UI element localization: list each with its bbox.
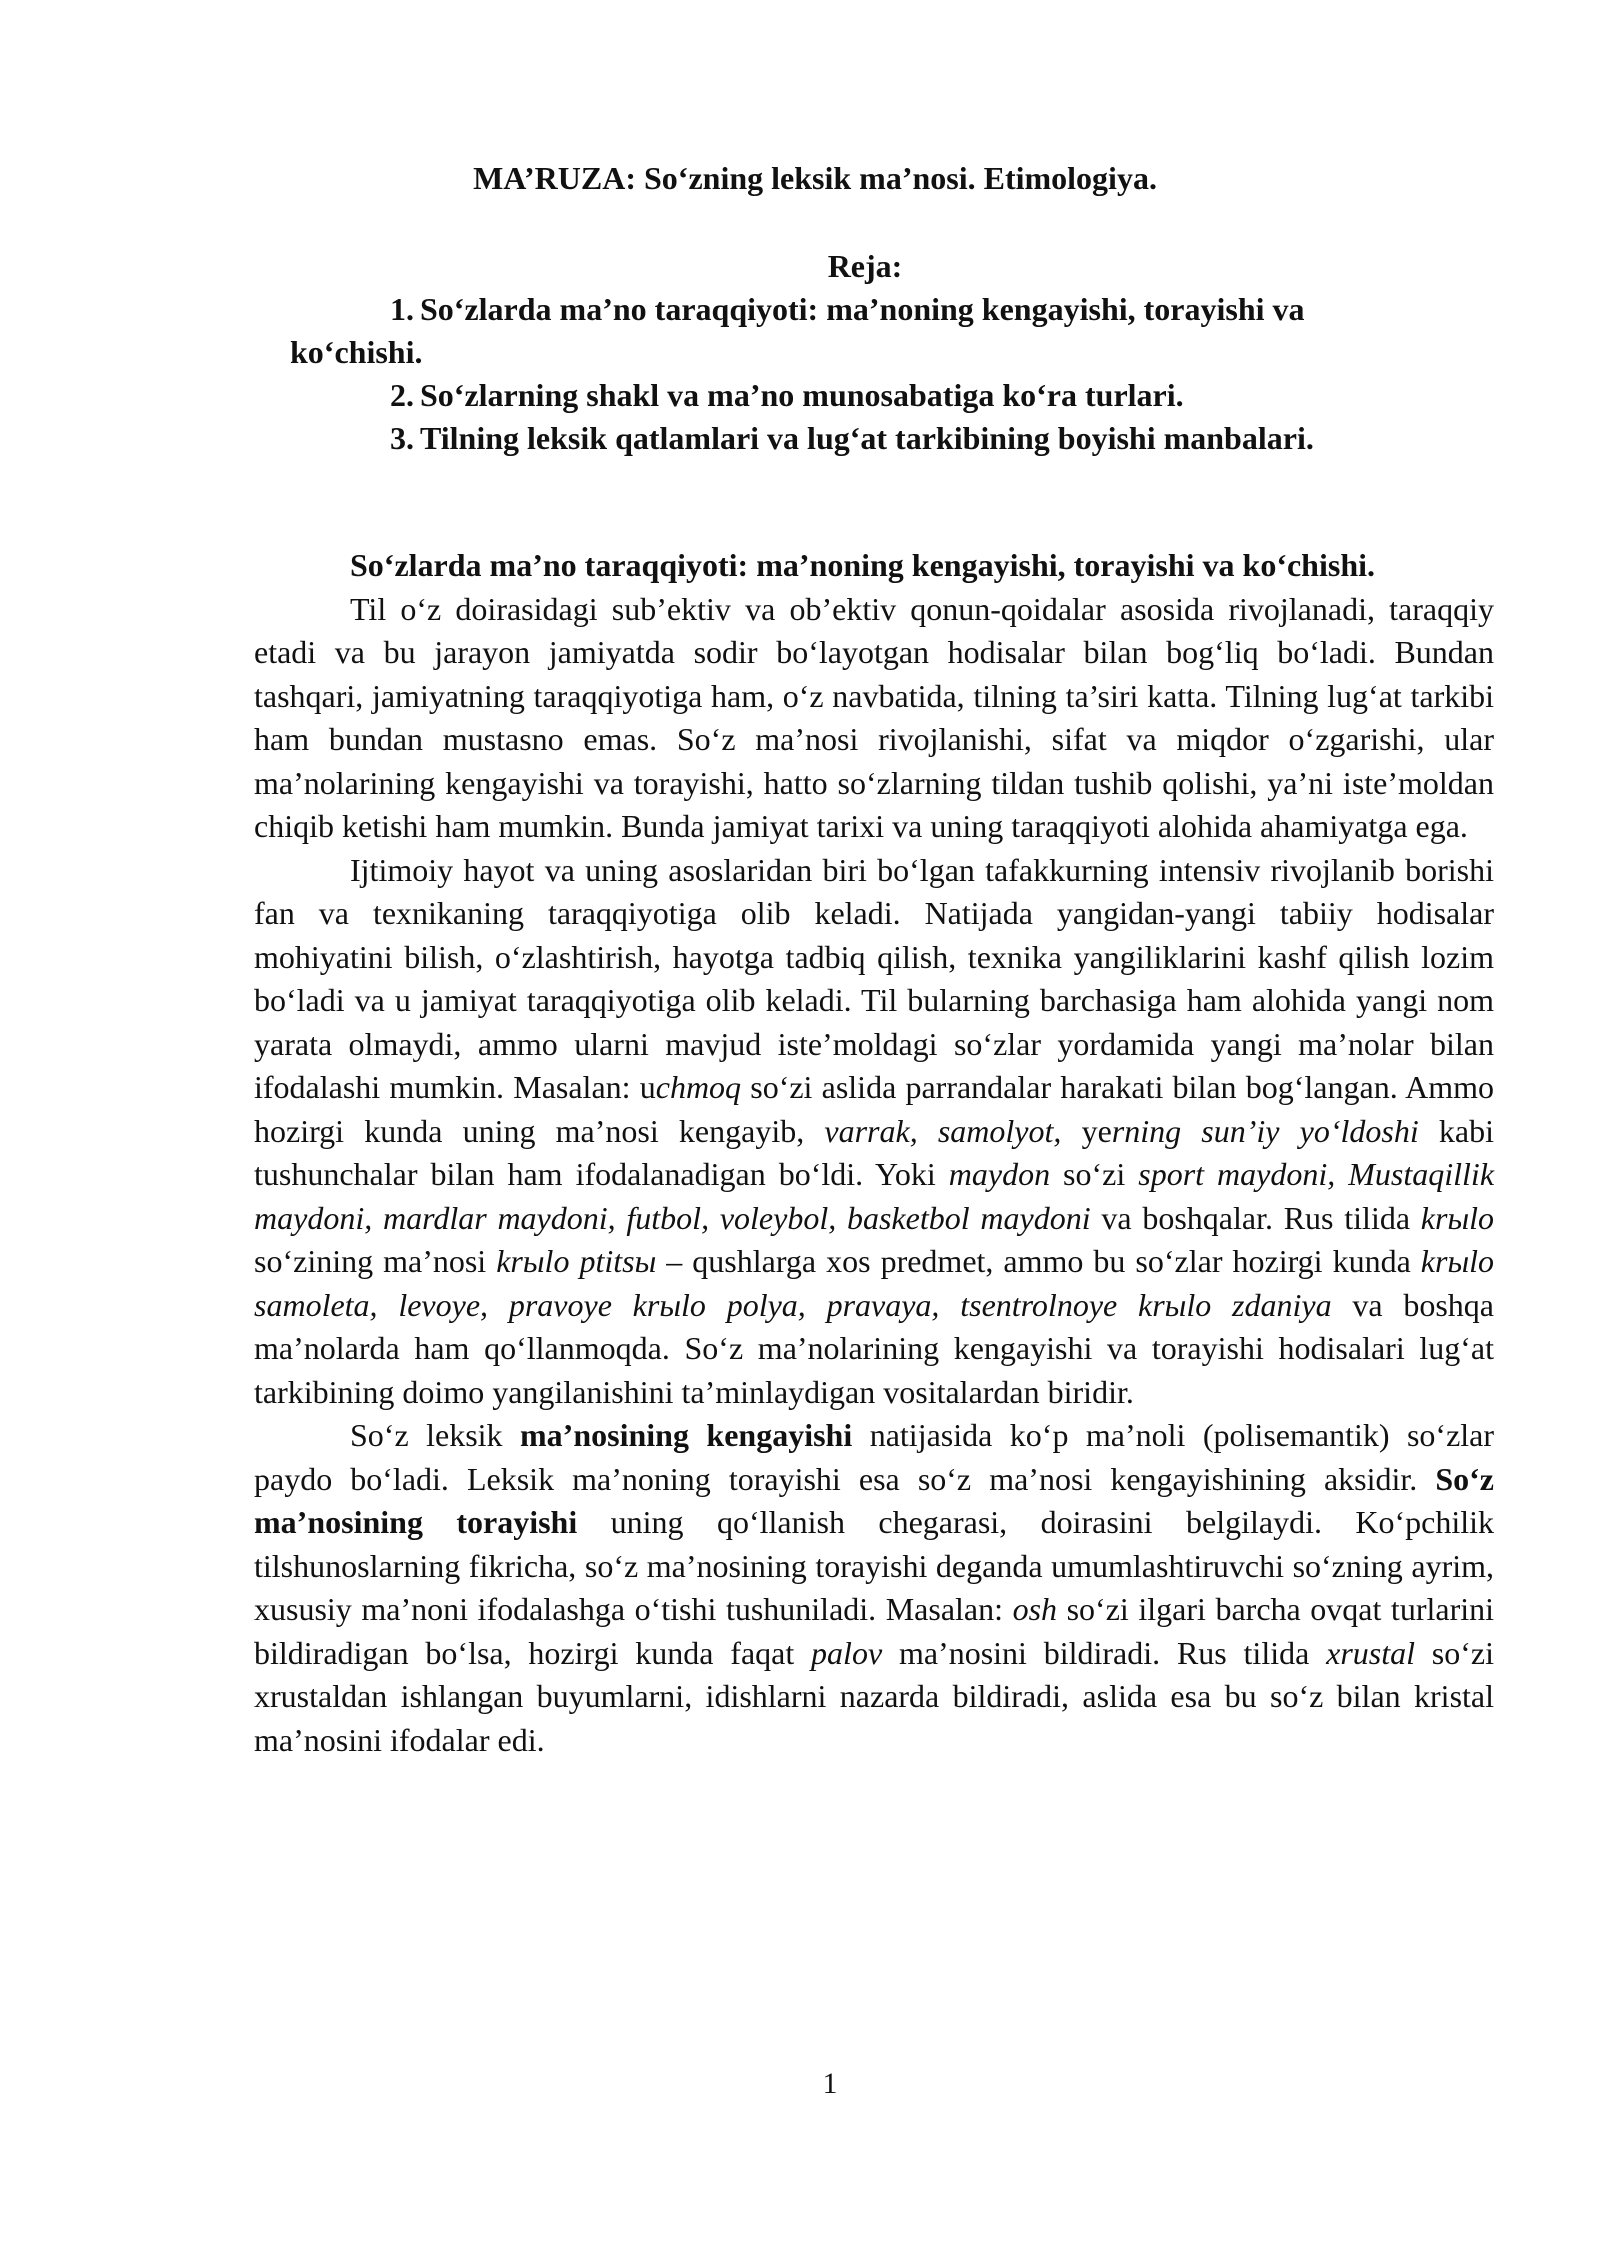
plan-item-text: So‘zlarda ma’no taraqqiyoti: ma’noning kengayishi, torayishi va [420,291,1305,327]
paragraph-text: so‘zi aslida parrandalar harakati bilan bog‘langan. Ammo hozirgi kunda uning ma’nosi kengayib, [254,1069,1495,1149]
lecture-title: MA’RUZA: So‘zning leksik ma’nosi. Etimologiya. [473,160,1157,196]
example-word: rning sun’iy yo‘ldoshi [1111,1112,1419,1149]
key-term: So‘z ma’nosining torayishi [254,1460,1494,1540]
paragraph-text: kabi tushunchalar bilan ham ifodalanadigan bo‘ldi. Yoki [254,1112,1495,1192]
example-word: sport maydoni, Mustaqillik maydoni, mardlar maydoni, futbol, voleybol, basketbol maydoni [254,1156,1495,1236]
example-word: osh [1012,1591,1058,1627]
plan-heading: Reja: [827,248,903,284]
plan-item-text: So‘zlarning shakl va ma’no munosabatiga ko‘ra turlari. [420,377,1184,413]
paragraph-text: va boshqalar. Rus tilida [1090,1199,1421,1236]
example-word: krыlo [1420,1199,1495,1236]
plan-item-text-continuation: ko‘chishi. [290,334,423,370]
example-word: xrustal [1326,1634,1415,1671]
paragraph-text: natijasida ko‘p ma’noli (polisemantik) so‘zlar paydo bo‘ladi. Leksik ma’noning torayishi esa so‘z ma’nosi kengayishining aksidir. [254,1417,1495,1497]
page-number: 1 [822,2067,838,2100]
paragraph-2 [254,849,1494,1415]
paragraph-text: ye [1061,1112,1112,1149]
plan-list [290,288,1500,460]
paragraph-text: so‘zining ma’nosi [254,1243,497,1279]
plan-item-1 [290,288,1500,374]
example-word: palov [811,1634,883,1671]
lecture-body [254,544,1494,1762]
paragraph-text: ma’nosini bildiradi. Rus tilida [882,1634,1327,1671]
example-word: maydon [948,1156,1051,1192]
paragraph-1: Til o‘z doirasidagi sub’ektiv va ob’ektiv qonun-qoidalar asosida rivojlanadi, taraqqiy etadi va bu jarayon jamiyatda sodir bo‘layotgan hodisalar bilan bog‘liq bo‘ladi. Bundan tashqari, jamiyatning taraqqiyotiga ham, o‘z navbatida, tilning ta’siri katta. Tilning lug‘at tarkibi ham bundan mustasno emas. So‘z ma’nosi rivojlanishi, sifat va miqdor o‘zgarishi, ular ma’nolarining kengayishi va torayishi, hatto so‘zlarning tildan tushib qolishi, ya’ni iste’moldan chiqib ketishi ham mumkin. Bunda jamiyat tarixi va uning taraqqiyoti alohida ahamiyatga ega. [254,590,1494,844]
paragraph-text: So‘z leksik [350,1417,521,1453]
paragraph-text: Ijtimoiy hayot va uning asoslaridan biri bo‘lgan tafakkurning intensiv rivojlanib borishi fan va texnikaning taraqqiyotiga olib keladi. Natijada yangidan-yangi tabiiy hodisalar mohiyatini bilish, o‘zlashtirish, hayotga tadbiq qilish, texnika yangiliklarini kashf qilish lozim bo‘ladi va u jamiyat taraqqiyotiga olib keladi. Til bularning barchasiga ham alohida yangi nom yarata olmaydi, ammo ularni mavjud iste’moldagi so‘zlar yordamida yangi ma’nolar bilan ifodalashi mumkin. Masalan: u [254,851,1494,1105]
paragraph-3 [254,1414,1494,1762]
paragraph-text: so‘zi [1050,1156,1139,1192]
example-word: varrak, samolyot, [824,1112,1062,1149]
plan-item-3 [290,417,1500,460]
key-term: ma’nosining kengayishi [520,1417,853,1453]
paragraph-text: va boshqa ma’nolarda ham qo‘llanmoqda. So‘z ma’nolarining kengayishi va torayishi hodisalari lug‘at tarkibining doimo yangilanishini ta’minlaydigan vositalardan biridir. [254,1286,1494,1410]
example-word: chmoq [655,1069,742,1105]
paragraph-text: – qushlarga xos predmet, ammo bu so‘zlar hozirgi kunda [656,1243,1421,1279]
paragraph-text: so‘zi ilgari barcha ovqat turlarini bildiradigan bo‘lsa, hozirgi kunda faqat [254,1591,1495,1671]
example-word: krыlo ptitsы [496,1243,657,1279]
paragraph-text: uning qo‘llanish chegarasi, doirasini belgilaydi. Ko‘pchilik tilshunoslarning fikricha, so‘z ma’nosining torayishi deganda umumlashtiruvchi so‘zning ayrim, xususiy ma’noni ifodalashga o‘tishi tushuniladi. Masalan: [254,1504,1495,1627]
example-word: krыlo samoleta, levoye, pravoye krыlo polya, pravaya, tsentrolnoye krыlo zdaniya [254,1243,1495,1323]
section-heading: So‘zlarda ma’no taraqqiyoti: ma’noning kengayishi, torayishi va ko‘chishi. [350,547,1375,583]
plan-item-number: 1. [390,291,414,327]
paragraph-text: so‘zi xrustaldan ishlangan buyumlarni, idishlarni nazarda bildiradi, aslida esa bu so‘z bilan kristal ma’nosini ifodalar edi. [254,1634,1495,1758]
plan-item-number: 3. [390,420,414,456]
plan-item-2 [290,374,1500,417]
plan-item-text: Tilning leksik qatlamlari va lug‘at tarkibining boyishi manbalari. [420,420,1314,456]
plan-item-number: 2. [390,377,414,413]
